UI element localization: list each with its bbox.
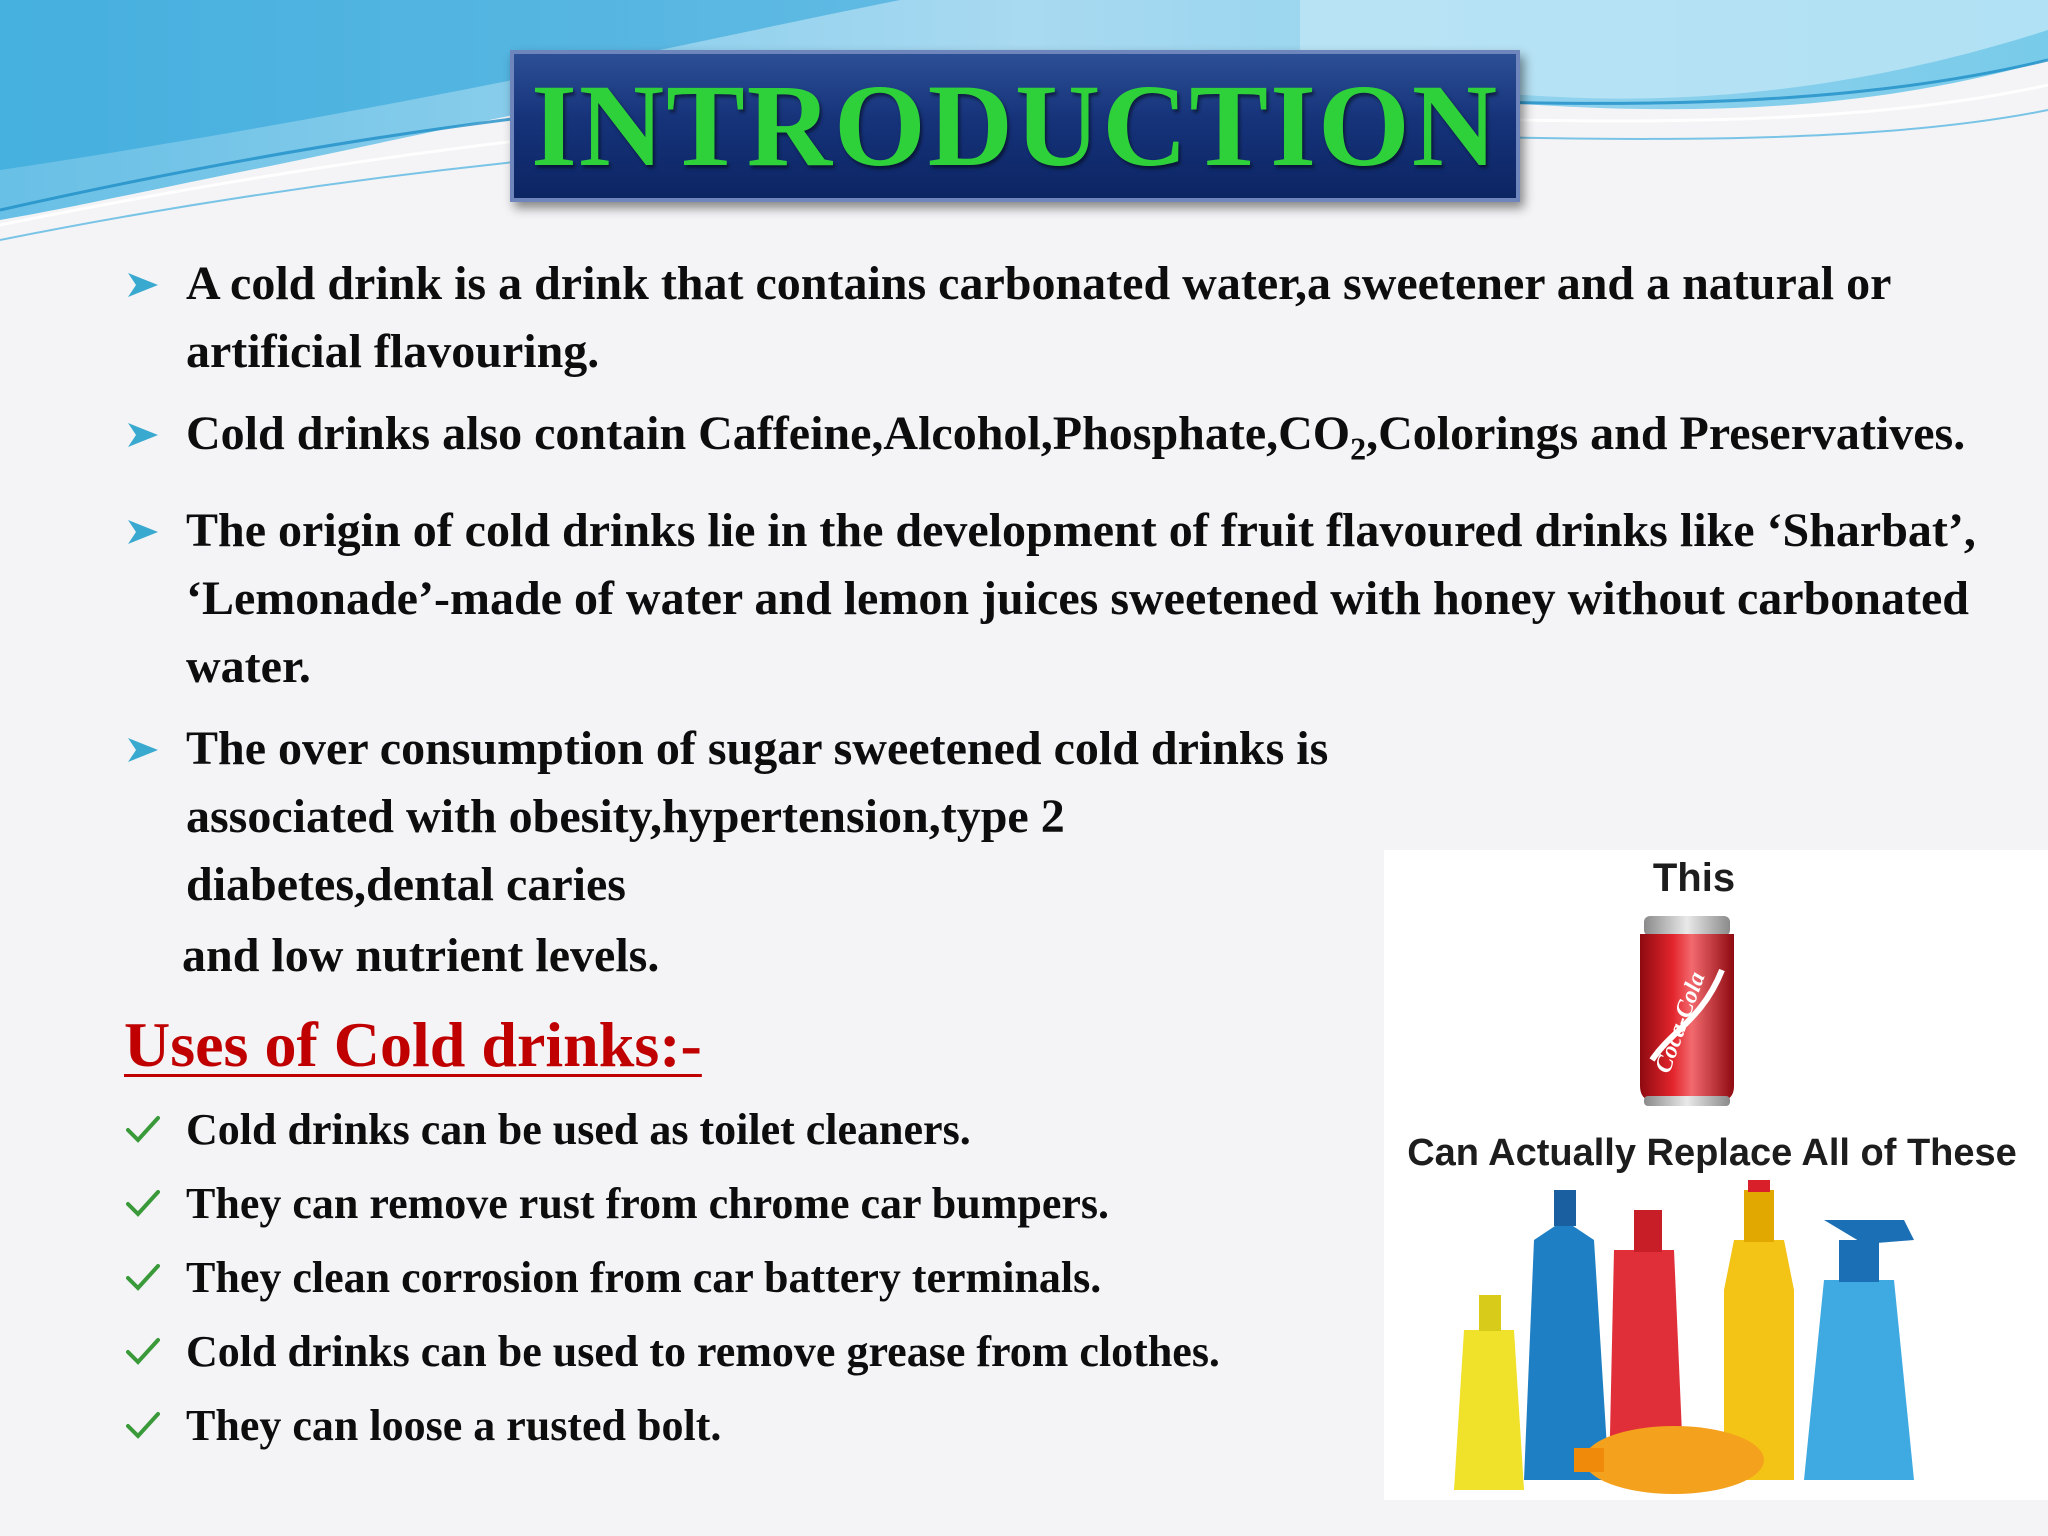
cola-vs-cleaners-image — [1384, 850, 2048, 1500]
cleaning-bottles-illustration — [1444, 1180, 2004, 1500]
soda-can-illustration — [1632, 910, 1742, 1110]
arrow-bullet-icon — [128, 738, 158, 762]
checkmark-icon — [126, 1189, 160, 1217]
use-item-text: They can remove rust from chrome car bumpers. — [186, 1179, 1110, 1228]
co2-subscript: 2 — [1350, 430, 1367, 467]
uses-list — [124, 1093, 1424, 1463]
intro-bullet-text: A cold drink is a drink that contains carbonated water,a sweetener and a natural or artificial flavouring. — [186, 257, 1891, 378]
bullet-continuation-text: and low nutrient levels. — [182, 929, 660, 982]
use-item-text: Cold drinks can be used as toilet cleaners. — [186, 1105, 971, 1154]
image-caption-this: This — [1652, 856, 1736, 900]
checkmark-icon — [126, 1337, 160, 1365]
checkmark-icon — [126, 1115, 160, 1143]
intro-bullet-text: The over consumption of sugar sweetened cold drinks is associated with obesity,hypertension,type 2 diabetes,dental caries — [186, 721, 1329, 911]
use-item-text: They can loose a rusted bolt. — [186, 1401, 722, 1450]
intro-bullet — [124, 497, 2024, 701]
arrow-bullet-icon — [128, 273, 158, 297]
image-caption-replace: Can Actually Replace All of These — [1407, 1132, 2017, 1174]
arrow-bullet-icon — [128, 520, 158, 544]
slide-title: INTRODUCTION — [530, 60, 1500, 191]
title-banner — [510, 50, 1520, 202]
use-list-item — [124, 1241, 1424, 1315]
checkmark-icon — [126, 1411, 160, 1439]
intro-bullet — [124, 400, 2024, 483]
can-brand-label: Coca-Cola — [1650, 968, 1711, 1077]
use-item-text: They clean corrosion from car battery terminals. — [186, 1253, 1102, 1302]
arrow-bullet-icon — [128, 423, 158, 447]
use-item-text: Cold drinks can be used to remove grease from clothes. — [186, 1327, 1220, 1376]
intro-bullet-list — [124, 250, 2024, 933]
use-list-item — [124, 1167, 1424, 1241]
use-list-item — [124, 1315, 1424, 1389]
use-list-item — [124, 1093, 1424, 1167]
intro-bullet-text: The origin of cold drinks lie in the development of fruit flavoured drinks like ‘Sharbat’, ‘Lemonade’-made of water and lemon juices sweetened with honey without carbonated water. — [186, 503, 1976, 693]
use-list-item — [124, 1389, 1424, 1463]
checkmark-icon — [126, 1263, 160, 1291]
intro-bullet — [124, 250, 2024, 386]
uses-heading: Uses of Cold drinks:- — [124, 1009, 702, 1080]
intro-bullet-text-part: ,Colorings and Preservatives. — [1366, 407, 1966, 460]
intro-bullet-text-part: Cold drinks also contain Caffeine,Alcohol,Phosphate,CO — [186, 407, 1351, 460]
